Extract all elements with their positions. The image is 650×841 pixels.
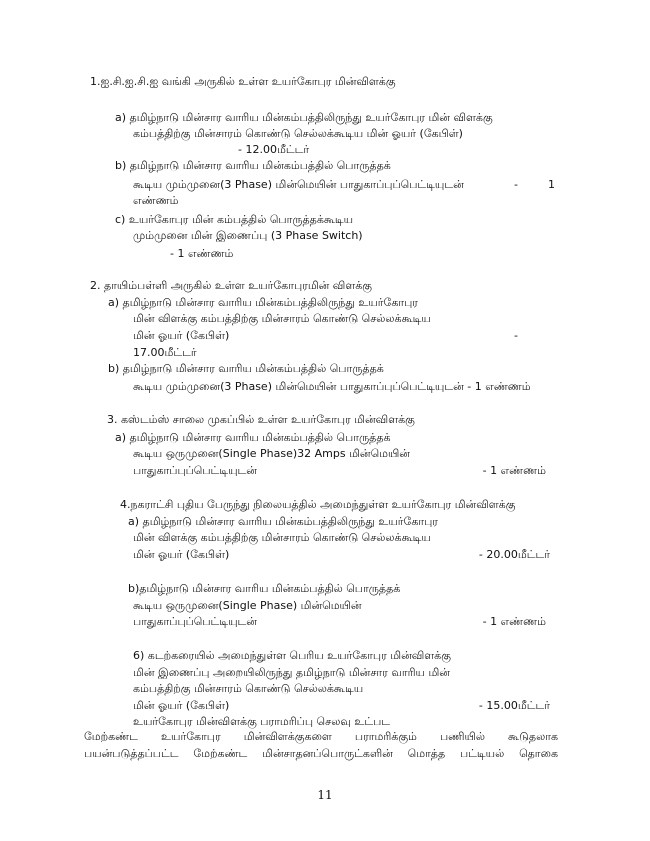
s4-item-a-line2: மின் விளக்கு கம்பத்திற்கு மின்சாரம் கொண்டு செல்லக்கூடிய (133, 531, 431, 544)
s4-item-b-quantity: - 1 எண்ணம் (482, 615, 546, 628)
s2-item-a-line2: மின் விளக்கு கம்பத்திற்கு மின்சாரம் கொண்டு செல்லக்கூடிய (133, 312, 431, 325)
s3-item-a-line2: கூடிய ஒருமுனை(Single Phase)32 Amps மின்மெயின் (133, 447, 410, 460)
section-4-heading: 4.நகராட்சி புதிய பேருந்து நிலையத்தில் அமைந்துள்ள உயர்கோபுர மின்விளக்கு (120, 498, 516, 511)
s1-item-c-quantity: - 1 எண்ணம் (170, 247, 234, 260)
s3-item-a-quantity: - 1 எண்ணம் (482, 464, 546, 477)
section-6-line3: கம்பத்திற்கு மின்சாரம் கொண்டு செல்லக்கூடிய (133, 682, 364, 695)
s4-item-a-line3: மின் ஓயர் (கேபிள்) (133, 548, 230, 561)
s1-item-a-quantity: - 12.00மீட்டர் (238, 143, 310, 156)
s2-item-a-quantity: 17.00மீட்டர் (133, 346, 197, 359)
s2-item-a-line1: a) தமிழ்நாடு மின்சார வாரிய மின்கம்பத்திலிருந்து உயர்கோபுர (108, 296, 418, 309)
closing-paragraph-line2: பயன்படுத்தப்பட்ட மேற்கண்ட மின்சாதனப்பொருட்களின் மொத்த பட்டியல் தொகை (84, 747, 558, 760)
s1-item-c-line2: மும்முனை மின் இணைப்பு (3 Phase Switch) (133, 229, 363, 242)
s1-item-b-line1: b) தமிழ்நாடு மின்சார வாரிய மின்கம்பத்தில் பொருத்தக் (115, 159, 391, 172)
s1-item-a-line1: a) தமிழ்நாடு மின்சார வாரிய மின்கம்பத்திலிருந்து உயர்கோபுர மின் விளக்கு (115, 111, 493, 124)
s2-item-b-line1: b) தமிழ்நாடு மின்சார வாரிய மின்கம்பத்தில் பொருத்தக் (108, 362, 384, 375)
s4-item-b-line3: பாதுகாப்புப்பெட்டியுடன் (133, 615, 257, 628)
section-1-heading: 1.ஐ.சி.ஐ.சி.ஐ வங்கி அருகில் உள்ள உயர்கோபுர மின்விளக்கு (90, 75, 396, 88)
closing-paragraph-line1: மேற்கண்ட உயர்கோபுர மின்விளக்குகளை பராமரிக்கும் பணியில் கூடுதலாக (84, 730, 558, 743)
s4-item-a-line1: a) தமிழ்நாடு மின்சார வாரிய மின்கம்பத்திலிருந்து உயர்கோபுர (128, 515, 438, 528)
s4-item-b-line2: கூடிய ஒருமுனை(Single Phase) மின்மெயின் (133, 599, 362, 612)
page-number: 11 (317, 788, 333, 802)
section-3-heading: 3. கஸ்டம்ஸ் சாலை முகப்பில் உள்ள உயர்கோபுர மின்விளக்கு (107, 413, 415, 426)
s1-item-c-line1: c) உயர்கோபுர மின் கம்பத்தில் பொருத்தக்கூடிய (115, 213, 354, 226)
s3-item-a-line3: பாதுகாப்புப்பெட்டியுடன் (133, 464, 257, 477)
section-6-line4: மின் ஓயர் (கேபிள்) (133, 699, 230, 712)
s4-item-a-quantity: - 20.00மீட்டர் (478, 548, 550, 561)
section-6-quantity: - 15.00மீட்டர் (478, 699, 550, 712)
section-2-heading: 2. தாயிம்பள்ளி அருகில் உள்ள உயர்கோபுரமின் விளக்கு (90, 279, 372, 292)
section-6-line1: 6) கடற்கரையில் அமைந்துள்ள பெரிய உயர்கோபுர மின்விளக்கு (133, 649, 451, 662)
s2-item-b-line2: கூடிய மும்முனை(3 Phase) மின்மெயின் பாதுகாப்புப்பெட்டியுடன் - 1 எண்ணம் (133, 380, 531, 393)
section-6-line2: மின் இணைப்பு அறையிலிருந்து தமிழ்நாடு மின்சார வாரிய மின் (133, 666, 450, 679)
s1-item-b-number: 1 (548, 178, 555, 191)
s2-item-a-line3: மின் ஓயர் (கேபிள்) (133, 329, 230, 342)
s1-item-b-dash: - (514, 178, 518, 191)
s3-item-a-line1: a) தமிழ்நாடு மின்சார வாரிய மின்கம்பத்தில் பொருத்தக் (115, 431, 391, 444)
s1-item-b-line2: கூடிய மும்முனை(3 Phase) மின்மெயின் பாதுகாப்புப்பெட்டியுடன் (133, 178, 464, 191)
section-6-line5: உயர்கோபுர மின்விளக்கு பராமரிப்பு செலவு உட்பட (133, 715, 391, 728)
s1-item-a-line2: கம்பத்திற்கு மின்சாரம் கொண்டு செல்லக்கூடிய மின் ஓயர் (கேபிள்) (133, 127, 463, 140)
s4-item-b-line1: b)தமிழ்நாடு மின்சார வாரிய மின்கம்பத்தில் பொருத்தக் (128, 582, 401, 595)
s1-item-b-line3: எண்ணம் (133, 194, 179, 207)
s2-item-a-dash: - (514, 329, 518, 342)
